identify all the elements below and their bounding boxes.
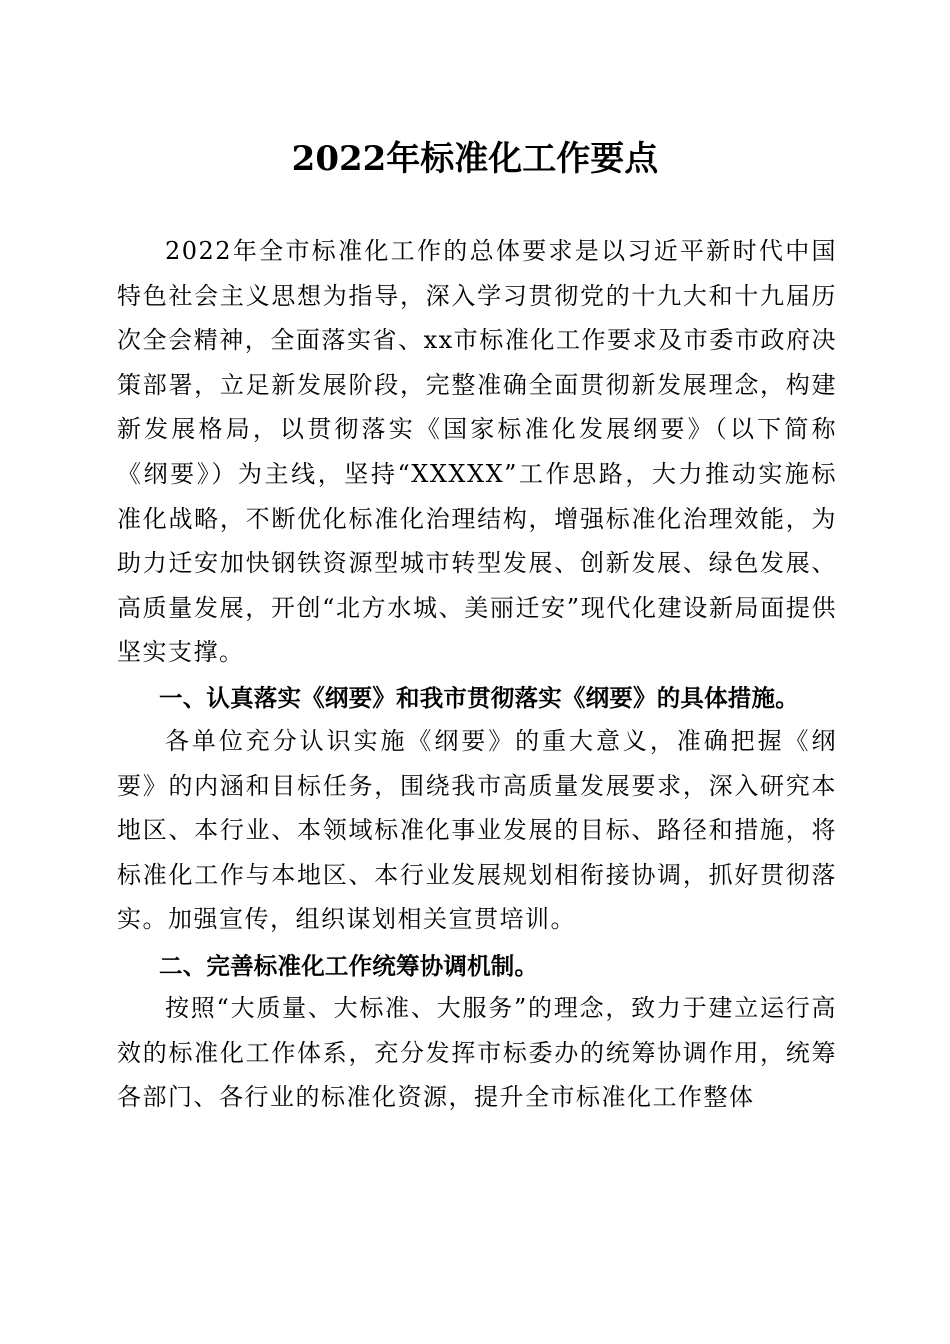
document-title: 2022年标准化工作要点 (291, 139, 659, 179)
intro-paragraph: 2022年全市标准化工作的总体要求是以习近平新时代中国特色社会主义思想为指导，深入学习贯彻党的十九大和十九届历次全会精神，全面落实省、xx市标准化工作要求及市委市政府决策部署，立足新发展阶段，完整准确全面贯彻新发展理念，构建新发展格局，以贯彻落实《国家标准化发展纲要》（以下简称《纲要》）为主线，坚持“XXXXX”工作思路，大力推动实施标准化战略，不断优化标准化治理结构，增强标准化治理效能，为助力迁安加快钢铁资源型城市转型发展、创新发展、绿色发展、高质量发展，开创“北方水城、美丽迁安”现代化建设新局面提供坚实支撑。 (117, 237, 837, 667)
section-2-heading: 二、完善标准化工作统筹协调机制。 (159, 952, 539, 980)
section-2-body: 按照“大质量、大标准、大服务”的理念，致力于建立运行高效的标准化工作体系，充分发挥市标委办的统筹协调作用，统筹各部门、各行业的标准化资源，提升全市标准化工作整体 (117, 994, 837, 1112)
section-1-heading: 一、认真落实《纲要》和我市贯彻落实《纲要》的具体措施。 (159, 684, 799, 712)
section-1-body: 各单位充分认识实施《纲要》的重大意义，准确把握《纲要》的内涵和目标任务，围绕我市高质量发展要求，深入研究本地区、本行业、本领域标准化事业发展的目标、路径和措施，将标准化工作与本地区、本行业发展规划相衔接协调，抓好贯彻落实。加强宣传，组织谋划相关宣贯培训。 (117, 727, 837, 934)
